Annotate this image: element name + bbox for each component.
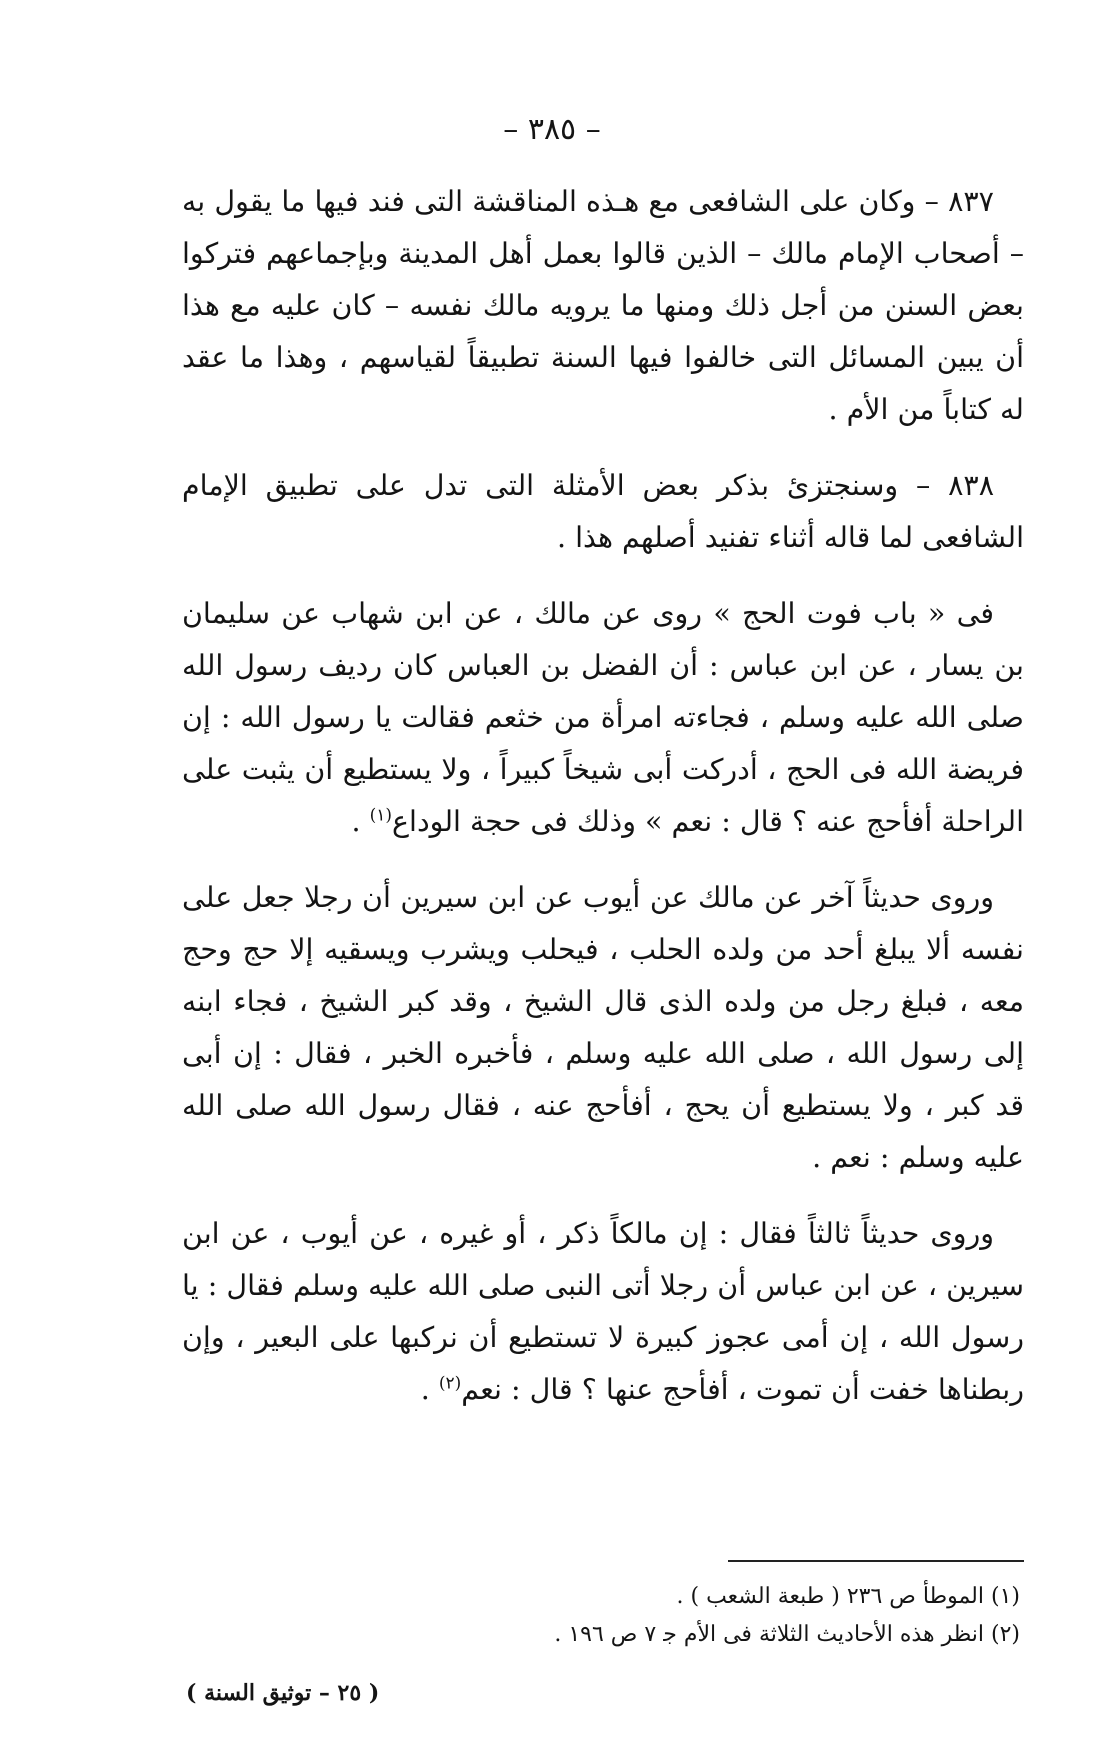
footnote-1: (١) الموطأ ص ٢٣٦ ( طبعة الشعب ) . <box>676 1584 1020 1609</box>
footnotes <box>400 1578 1020 1654</box>
paragraph-text: وروى حديثاً ثالثاً فقال : إن مالكاً ذكر ، أو غيره ، عن أيوب ، عن ابن سيرين ، عن ابن عباس أن رجلا أتى النبى صلى الله عليه وسلم فقال : يا رسول الله ، إن أمى عجوز كبيرة لا تستطيع أن نركبها على البعير ، وإن ربطناها خفت أن تموت ، أفأحج عنها ؟ قال : نعم <box>182 1217 1024 1406</box>
main-text <box>182 176 1024 1440</box>
footnote-marker-1[interactable]: (١) <box>369 805 393 826</box>
paragraph-tail: . <box>351 805 370 838</box>
paragraph-tail: . <box>420 1373 439 1406</box>
paragraph-837 <box>182 176 1024 436</box>
signature-mark: ( ٢٥ – توثيق السنة ) <box>186 1680 380 1706</box>
paragraph-text: فى « باب فوت الحج » روى عن مالك ، عن ابن شهاب عن سليمان بن يسار ، عن ابن عباس : أن الفضل بن العباس كان رديف رسول الله صلى الله عليه وسلم ، فجاءته امرأة من خثعم فقالت يا رسول الله : إن فريضة الله فى الحج ، أدركت أبى شيخاً كبيراً ، ولا يستطيع أن يثبت على الراحلة أفأحج عنه ؟ قال : نعم » وذلك فى حجة الوداع <box>182 597 1024 838</box>
paragraph-text: وروى حديثاً آخر عن مالك عن أيوب عن ابن سيرين أن رجلا جعل على نفسه ألا يبلغ أحد من ولده الحلب ، فيحلب ويشرب ويسقيه إلا حج وحج معه ، فبلغ رجل من ولده الذى قال الشيخ ، وقد كبر الشيخ ، فجاء ابنه إلى رسول الله ، صلى الله عليه وسلم ، فأخبره الخبر ، فقال : إن أبى قد كبر ، ولا يستطيع أن يحج ، أفأحج عنه ، فقال رسول الله صلى الله عليه وسلم : نعم . <box>182 881 1024 1174</box>
footnote-divider <box>728 1560 1024 1562</box>
paragraph-text: وسنجتزئ بذكر بعض الأمثلة التى تدل على تطبيق الإمام الشافعى لما قاله أثناء تفنيد أصلهم هذا . <box>182 469 1024 554</box>
footnote-marker-2[interactable]: (٢) <box>438 1373 462 1394</box>
paragraph-text: وكان على الشافعى مع هـذه المناقشة التى فند فيها ما يقول به – أصحاب الإمام مالك – الذين قالوا بعمل أهل المدينة وبإجماعهم فتركوا بعض السنن من أجل ذلك ومنها ما يرويه مالك نفسه – كان عليه مع هذا أن يبين المسائل التى خالفوا فيها السنة تطبيقاً لقياسهم ، وهذا ما عقد له كتاباً من الأم . <box>182 185 1024 426</box>
paragraph-second-hadith <box>182 872 1024 1184</box>
paragraph-first-hadith <box>182 588 1024 848</box>
paragraph-number: ٨٣٧ – <box>924 185 994 218</box>
paragraph-838 <box>182 460 1024 564</box>
paragraph-third-hadith <box>182 1208 1024 1416</box>
page-number: – ٣٨٥ – <box>503 112 601 147</box>
paragraph-number: ٨٣٨ – <box>916 469 995 502</box>
footnote-2: (٢) انظر هذه الأحاديث الثلاثة فى الأم ﺟ ٧ ص ١٩٦ . <box>554 1622 1020 1647</box>
